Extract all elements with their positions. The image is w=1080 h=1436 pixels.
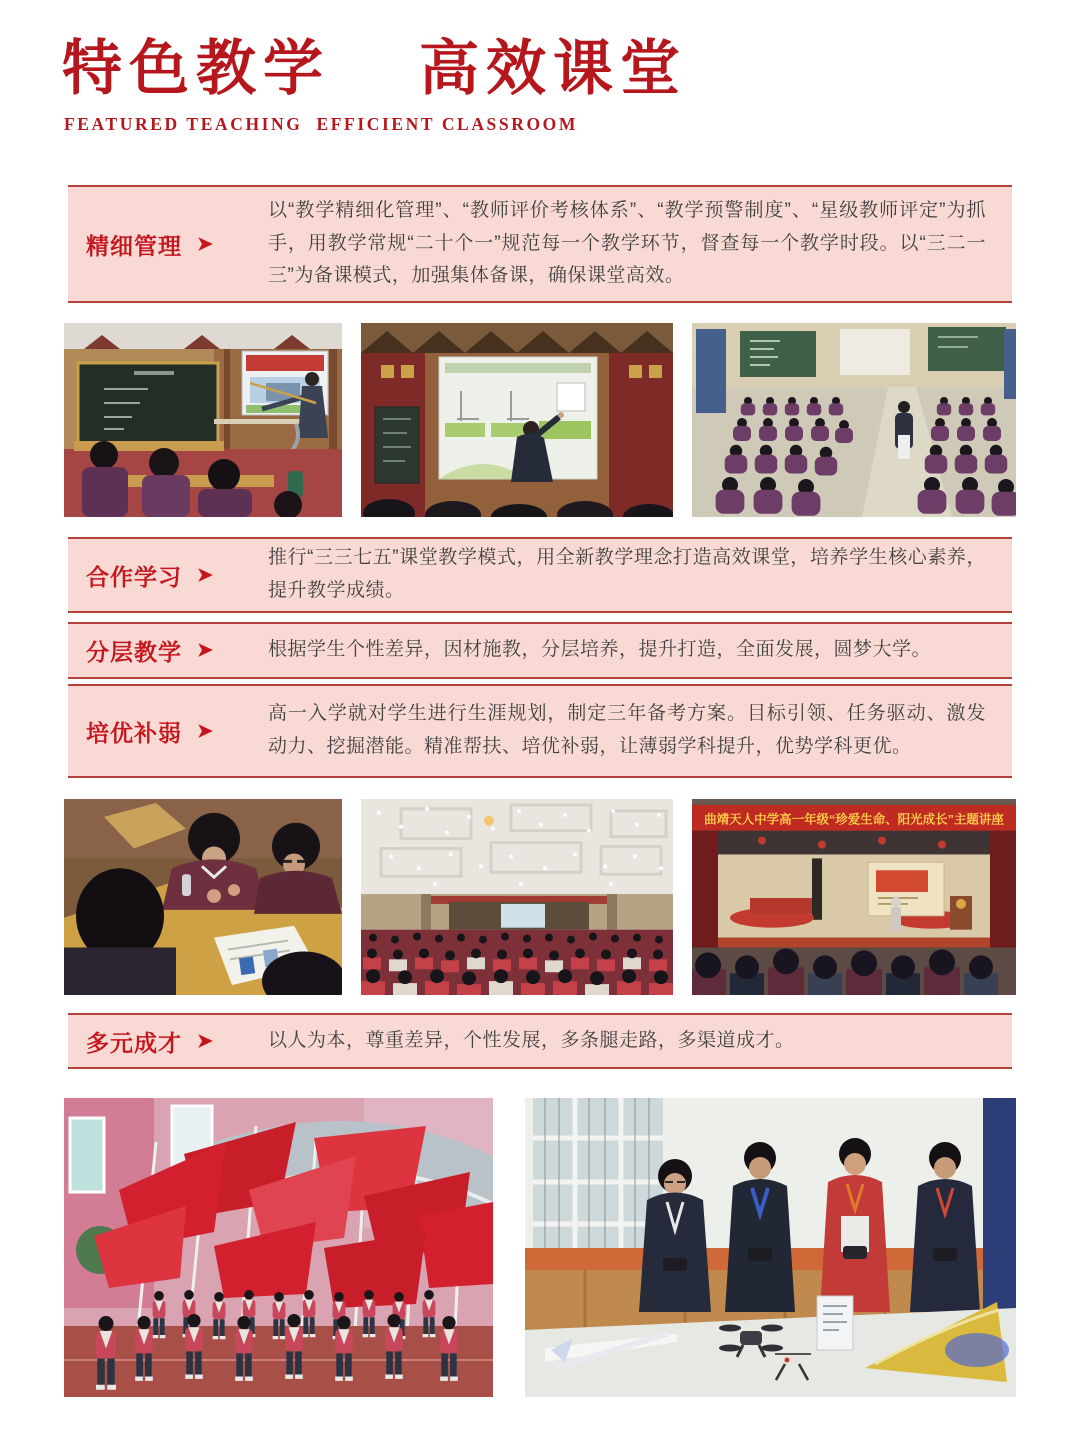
section-layered-teaching xyxy=(68,622,1012,679)
section-label: 精细管理 ➤ xyxy=(86,232,214,259)
photo-group-study xyxy=(64,799,342,995)
section-excellence-support xyxy=(68,684,1012,778)
section-label: 合作学习 ➤ xyxy=(86,563,214,590)
section-label: 分层教学 ➤ xyxy=(86,639,214,665)
photo-flag-parade xyxy=(64,1098,493,1397)
section-label: 多元成才 ➤ xyxy=(86,1029,214,1056)
photo-classroom-wide xyxy=(692,323,1016,517)
arrow-right-icon: ➤ xyxy=(197,233,214,255)
page-subtitle-en: FEATURED TEACHING EFFICIENT CLASSROOM xyxy=(64,114,579,134)
photo-row-1 xyxy=(64,323,1016,517)
page-title: 特色教学 高效课堂 xyxy=(62,36,687,102)
photo-assembly-hall xyxy=(361,799,673,995)
section-diverse-talent xyxy=(68,1013,1012,1069)
arrow-right-icon: ➤ xyxy=(197,1030,214,1052)
section-text: 推行“三三七五”课堂教学模式，用全新教学理念打造高效课堂，培养学生核心素养，提升教学成绩。 xyxy=(268,547,986,601)
arrow-right-icon: ➤ xyxy=(197,564,214,586)
section-cooperative-learning xyxy=(68,537,1012,613)
stage-banner-text: 曲靖天人中学高一年级“珍爱生命、阳光成长”主题讲座 xyxy=(704,812,1004,827)
section-text: 高一入学就对学生进行生涯规划，制定三年备考方案。目标引领、任务驱动、激发动力、挖掘潜能。精准帮扶、培优补弱，让薄弱学科提升，优势学科更优。 xyxy=(268,703,986,757)
arrow-right-icon: ➤ xyxy=(197,640,214,661)
section-fine-management xyxy=(68,185,1012,303)
photo-row-2 xyxy=(64,799,1016,995)
arrow-right-icon: ➤ xyxy=(197,720,214,742)
photo-aeromodel-team xyxy=(525,1098,1016,1397)
photo-lecture-stage xyxy=(692,799,1016,995)
section-text: 根据学生个性差异，因材施教，分层培养，提升打造，全面发展，圆梦大学。 xyxy=(268,639,932,661)
section-text: 以“教学精细化管理”、“教师评价考核体系”、“教学预警制度”、“星级教师评定”为抓手，用教学常规“二十个一”规范每一个教学环节，督查每一个教学时段。以“三二一三”为备课模式，加强集体备课，确保课堂高效。 xyxy=(268,199,986,287)
section-text: 以人为本，尊重差异，个性发展，多条腿走路，多渠道成才。 xyxy=(268,1029,795,1051)
photo-classroom-experiment xyxy=(64,323,342,517)
photo-row-3 xyxy=(64,1098,1016,1397)
section-label: 培优补弱 ➤ xyxy=(86,719,214,746)
photo-classroom-projector xyxy=(361,323,673,517)
